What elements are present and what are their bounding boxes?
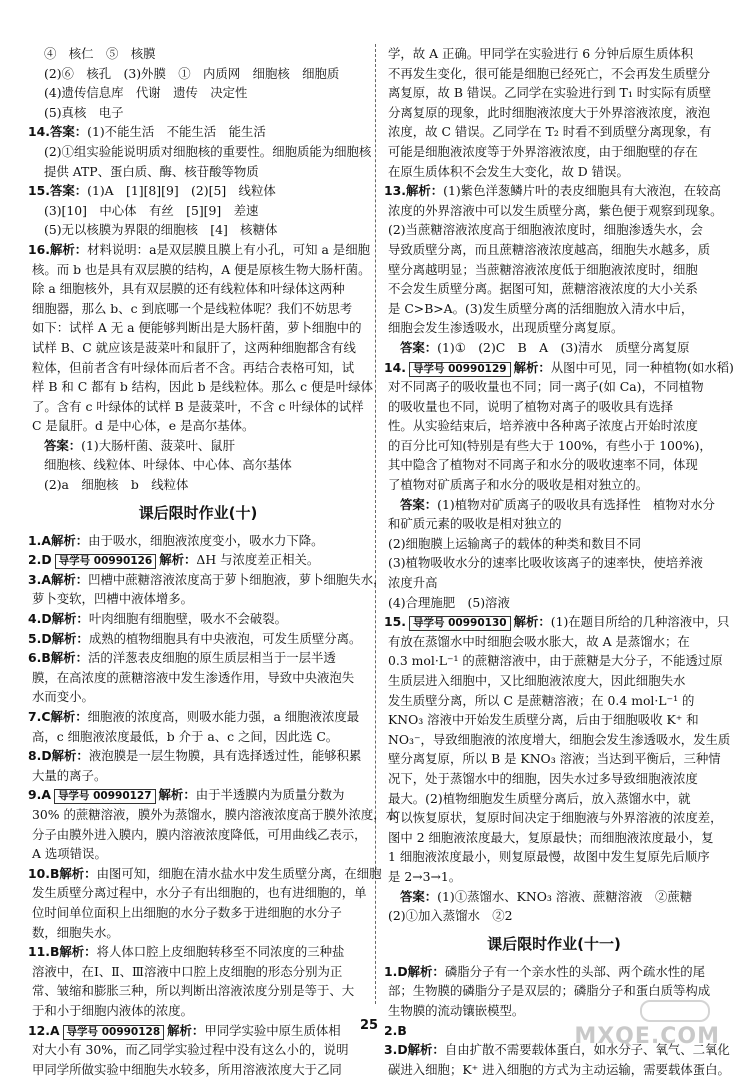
text-line: 浓度的外界溶液中可以发生质壁分离，紫色便于观察到现象。 xyxy=(388,202,723,218)
text-line: 除 a 细胞核外，具有双层膜的还有线粒体和叶绿体这两种 xyxy=(32,281,345,297)
text-line: 学，故 A 正确。甲同学在实验进行 6 分钟后原生质体积 xyxy=(388,46,694,61)
text-line: 导致质壁分离，而且蔗糖溶液浓度越高，细胞失水越多，质 xyxy=(388,241,711,257)
analysis-text: 由于半透膜内为质量分数为 xyxy=(195,787,345,803)
analysis-label: 解析： xyxy=(407,1042,445,1058)
question-number: 15. xyxy=(384,614,406,630)
text-line: 膜，在高浓度的蔗糖溶液中发生渗透作用，导致中央液泡失 xyxy=(32,669,355,685)
answer-label: 答案： xyxy=(49,124,88,140)
text-line: 其中隐含了植物对不同离子和水分的吸收速率不同，体现 xyxy=(388,457,698,473)
analysis-text: 凹槽中蔗糖溶液浓度高于萝卜细胞液，萝卜细胞失水， xyxy=(88,571,386,587)
text-line: (4)遗传信息库 代谢 遗传 决定性 xyxy=(44,85,248,101)
text-line: 于和小于细胞内液体的浓度。 xyxy=(32,1002,194,1018)
choice-answer: B xyxy=(397,1022,407,1038)
question-14-answer-body xyxy=(384,514,724,612)
question-number: 11. xyxy=(28,944,50,960)
answer-label: 答案： xyxy=(44,437,82,453)
answer-label: 答案： xyxy=(400,339,438,355)
question-number: 8. xyxy=(28,748,42,764)
analysis-text: 活的洋葱表皮细胞的原生质层相当于一层半透 xyxy=(87,650,336,666)
analysis-label: 解析： xyxy=(513,359,551,375)
analysis-label: 解析： xyxy=(51,611,89,627)
text-line: 了植物对矿质离子和水分的吸收是相对独立的。 xyxy=(388,477,649,493)
text-line: 细胞核、线粒体、叶绿体、中心体、高尔基体 xyxy=(44,457,292,473)
text-line: A 选项错误。 xyxy=(32,846,107,862)
text-line: 图中 2 细胞液浓度最大，复原最快；而细胞液浓度最小，复 xyxy=(388,829,714,845)
text-line: 对不同离子的吸收量也不同；同一离子(如 Ca)，不同植物 xyxy=(388,379,704,395)
text-line: 位时间单位面积上出细胞的水分子数多于进细胞的水分子 xyxy=(32,904,342,920)
question-number: 2. xyxy=(384,1022,398,1038)
analysis-text: 将人体口腔上皮细胞转移至不同浓度的三种盐 xyxy=(96,944,345,960)
question-number: 1. xyxy=(384,963,398,979)
choice-answer: A xyxy=(49,1022,60,1038)
analysis-label: 解析： xyxy=(167,1022,205,1038)
question-number: 15. xyxy=(28,183,50,199)
text-line: 如下：试样 A 无 a 便能够判断出是大肠杆菌，萝卜细胞中的 xyxy=(32,320,362,336)
choice-answer: A xyxy=(41,787,51,803)
analysis-text: ΔH 与浓度差正相关。 xyxy=(196,552,320,568)
text-line: 提供 ATP、蛋白质、酶、核苷酸等物质 xyxy=(44,163,259,179)
text-line: 发生质壁分离过程中，水分子有出细胞的，也有进细胞的，单 xyxy=(32,885,367,901)
answer-label: 答案： xyxy=(49,183,88,199)
text-line: (2)细胞膜上运输离子的载体的种类和数目不同 xyxy=(388,535,641,551)
text-line: 分离复原的现象，此时细胞液浓度大于外界溶液浓度，液泡 xyxy=(388,104,711,120)
analysis-text: 液泡膜是一层生物膜，具有选择透过性，能够积累 xyxy=(88,748,362,764)
answer-label: 答案： xyxy=(400,888,438,904)
text-line: 是 2→3→1。 xyxy=(388,868,462,884)
text-line: 可以恢复原状，复原时间决定于细胞液与外界溶液的浓度差， xyxy=(388,810,723,826)
guide-code-badge: 导学号 00990130 xyxy=(409,616,511,631)
text-line: 不会发生质壁分离。据图可知，蔗糖溶液浓度的大小关系 xyxy=(388,281,698,297)
answer-item xyxy=(28,550,368,570)
choice-answer: D xyxy=(397,1042,408,1058)
choice-answer: A xyxy=(41,532,51,548)
choice-answer: D xyxy=(41,552,52,568)
analysis-text: 细胞液的浓度高，则吸水能力强，a 细胞液浓度最 xyxy=(87,709,360,724)
answer-line xyxy=(28,436,368,456)
text-line: 粒体，但前者含有叶绿体而后者不含。再结合表格可知，试 xyxy=(32,359,355,375)
guide-code-badge: 导学号 00990129 xyxy=(409,362,511,377)
text-line: 生质层进入细胞中，又比细胞液浓度大，因此细胞失水 xyxy=(388,673,686,688)
answer-line xyxy=(384,338,724,358)
text-line: 的吸收量也不同，说明了植物对离子的吸收具有选择 xyxy=(388,398,673,414)
text-line: 不再发生变化，很可能是细胞已经死亡，不会再发生质壁分 xyxy=(388,65,711,81)
analysis-label: 解析： xyxy=(49,241,88,257)
question-13-body xyxy=(384,201,724,338)
answer-text: (1)植物对矿质离子的吸收具有选择性 植物对水分 xyxy=(437,496,715,512)
text-line: 的百分比可知(特别是有些大于 100%，有些小于 100%)， xyxy=(388,437,712,453)
analysis-text: 磷脂分子有一个亲水性的头部、两个疏水性的尾 xyxy=(444,963,706,979)
answer-text: (1)大肠杆菌、菠菜叶、鼠肝 xyxy=(81,437,236,453)
answer-text: (1)不能生活 不能生活 能生活 xyxy=(87,124,266,140)
analysis-text: 叶肉细胞有细胞壁，吸水不会破裂。 xyxy=(88,611,288,627)
text-line: 1 细胞液浓度最小，则复原最慢，故图中发生复原先后顺序 xyxy=(388,849,710,865)
analysis-label: 解析： xyxy=(50,709,88,724)
text-line: 溶液中，在Ⅰ、Ⅱ、Ⅲ溶液中口腔上皮细胞的形态分别为正 xyxy=(32,963,343,979)
text-line: 了。含有 c 叶绿体的试样 B 是菠菜叶，不含 c 叶绿体的试样 xyxy=(32,398,364,414)
text-line: 况下，处于蒸馏水中的细胞，因失水过多导致细胞液浓度 xyxy=(388,770,698,786)
analysis-text: 由于吸水，细胞液浓度变小，吸水力下降。 xyxy=(88,532,324,548)
answer-item xyxy=(28,942,368,962)
guide-code-badge: 导学号 00990128 xyxy=(63,1025,165,1040)
text-line: KNO₃ 溶液中开始发生质壁分离，后由于细胞吸收 K⁺ 和 xyxy=(388,712,699,728)
question-16 xyxy=(28,240,368,260)
answer-item xyxy=(28,746,368,766)
question-number: 10. xyxy=(28,865,50,881)
analysis-label: 解析： xyxy=(407,963,445,979)
question-15-answer-body xyxy=(384,906,724,926)
text-line: 浓度，故 C 错误。乙同学在 T₂ 时看不到质壁分离现象，有 xyxy=(388,124,712,140)
analysis-text: (1)紫色洋葱鳞片叶的表皮细胞具有大液泡，在较高 xyxy=(443,183,721,199)
answer-line xyxy=(384,495,724,515)
question-number: 13. xyxy=(384,183,406,199)
text-line: (2)①加入蒸馏水 ②2 xyxy=(388,908,513,924)
question-number: 14. xyxy=(28,124,50,140)
text-line: NO₃⁻，导致细胞液的浓度增大，细胞会发生渗透吸水，发生质 xyxy=(388,731,731,747)
analysis-label: 解析： xyxy=(51,630,89,646)
question-number: 4. xyxy=(28,611,42,627)
text-line: (2)⑥ 核孔 (3)外膜 ① 内质网 细胞核 细胞质 xyxy=(44,65,340,81)
analysis-text: 从图中可见，同一种植物(如水稻) xyxy=(550,359,734,375)
answer-item xyxy=(28,1021,368,1041)
analysis-label: 解析： xyxy=(59,944,97,960)
analysis-text: 成熟的植物细胞具有中央液泡，可发生质壁分离。 xyxy=(88,630,362,646)
text-line: 样 B 和 C 都有 b 结构，因此 b 是线粒体。那么 c 便是叶绿体 xyxy=(32,379,373,395)
text-line: 0.3 mol·L⁻¹ 的蔗糖溶液中，由于蔗糖是大分子，不能透过原 xyxy=(388,653,723,669)
text-line: 发生质壁分离，所以 C 是蔗糖溶液；在 0.4 mol·L⁻¹ 的 xyxy=(388,692,695,708)
text-line: 在原生质体积不会发生大变化，故 D 错误。 xyxy=(388,163,629,179)
question-14-body xyxy=(384,377,724,495)
text-line: 细胞会发生渗透吸水，出现质壁分离复原。 xyxy=(388,320,624,336)
question-number: 16. xyxy=(28,241,50,257)
text-line: 可能是细胞液浓度等于外界溶液浓度，由于细胞壁的存在 xyxy=(388,143,698,159)
question-number: 7. xyxy=(28,709,42,724)
question-number: 5. xyxy=(28,630,42,646)
answer-item xyxy=(384,962,724,982)
text-line: 有放在蒸馏水中时细胞会吸水胀大，故 A 是蒸馏水；在 xyxy=(388,633,690,649)
text-line: (3)植物吸收水分的速率比吸收该离子的速率快，使培养液 xyxy=(388,555,703,571)
question-number: 1. xyxy=(28,532,42,548)
answer-label: 答案： xyxy=(400,496,438,512)
text-line: 数，细胞失水。 xyxy=(32,924,119,940)
text-line: 壁分离复原，所以 B 是 KNO₃ 溶液；当达到平衡后，三种情 xyxy=(388,751,721,767)
text-line: 细胞器，那么 b、c 到底哪一个是线粒体呢？我们不妨思考 xyxy=(32,300,353,316)
answer-item xyxy=(28,864,382,884)
answer-item xyxy=(28,785,368,805)
choice-answer: B xyxy=(49,865,60,881)
analysis-text: 由图可知，细胞在清水盐水中发生质壁分离，在细胞 xyxy=(96,865,382,881)
question-number: 12. xyxy=(28,1022,50,1038)
answer-text: (1)A [1][8][9] (2)[5] 线粒体 xyxy=(87,183,276,199)
text-line: 大量的离子。 xyxy=(32,767,107,783)
analysis-label: 解析： xyxy=(50,532,89,548)
guide-code-badge: 导学号 00990126 xyxy=(55,554,157,569)
text-line: (4)合理施肥 (5)溶液 xyxy=(388,594,510,610)
choice-answer: B xyxy=(41,650,51,666)
answer-item xyxy=(28,570,386,590)
text-line: (3)[10] 中心体 有丝 [5][9] 差速 xyxy=(44,202,259,218)
question-13 xyxy=(384,181,724,201)
analysis-label: 解析： xyxy=(405,183,444,199)
answer-item xyxy=(28,629,368,649)
question-number: 9. xyxy=(28,787,42,803)
text-line: ④ 核仁 ⑤ 核膜 xyxy=(44,46,156,61)
text-line: C 是鼠肝。d 是中心体，e 是高尔基体。 xyxy=(32,418,255,434)
text-line: 甲同学所做实验中细胞失水较多，所用溶液浓度大于乙同 xyxy=(32,1061,342,1077)
question-number: 3. xyxy=(28,571,42,587)
analysis-label: 解析： xyxy=(51,748,89,764)
question-15-body xyxy=(384,632,731,887)
right-column xyxy=(384,44,734,1079)
text-line: 碳进入细胞；K⁺ 进入细胞的方式为主动运输，需要载体蛋白。 xyxy=(388,1061,730,1077)
text-line: 核。而 b 也是具有双层膜的结构，A 便是原核生物大肠杆菌。 xyxy=(32,261,371,277)
text-line: (2)①组实验能说明质对细胞核的重要性。细胞质能为细胞核 xyxy=(44,143,372,159)
text-line: 最大。(2)植物细胞发生质壁分离后，放入蒸馏水中，就 xyxy=(388,790,691,806)
text-line: 水而变小。 xyxy=(32,689,94,705)
question-number: 6. xyxy=(28,650,42,666)
answer-line xyxy=(384,887,724,907)
analysis-label: 解析： xyxy=(50,650,88,666)
question-16-body xyxy=(28,260,373,436)
text-line: 对大小有 30%，而乙同学实验过程中没有这么小的，说明 xyxy=(32,1042,349,1058)
text-line: 常、皱缩和膨胀三种，所以判断出溶液浓度分别是等于、大 xyxy=(32,983,355,999)
text-line: 部；生物膜的磷脂分子是双层的；磷脂分子和蛋白质等构成 xyxy=(388,983,711,999)
analysis-label: 解析： xyxy=(513,614,551,630)
question-15 xyxy=(384,612,730,632)
analysis-text: (1)在题目所给的几种溶液中，只 xyxy=(550,614,730,630)
analysis-label: 解析： xyxy=(159,552,197,568)
choice-answer: D xyxy=(397,963,408,979)
text-line: (5)真核 电子 xyxy=(44,104,124,120)
question-15 xyxy=(28,181,368,201)
text-line: (5)无以核膜为界限的细胞核 [4] 核糖体 xyxy=(44,222,278,238)
text-line: 离复原，故 B 错误。乙同学在实验进行到 T₁ 时实际有质壁 xyxy=(388,85,712,101)
text-line: 和矿质元素的吸收是相对独立的 xyxy=(388,516,562,532)
text-line: 30% 的蔗糖溶液，膜外为蒸馏水，膜内溶液浓度高于膜外浓度，水 xyxy=(32,806,399,822)
section-title: 课后限时作业(十一) xyxy=(487,934,621,953)
guide-code-badge: 导学号 00990127 xyxy=(54,789,156,804)
choice-answer: A xyxy=(41,571,51,587)
page-number: 25 xyxy=(360,1018,379,1033)
choice-answer: D xyxy=(41,611,52,627)
analysis-label: 解析： xyxy=(158,787,196,803)
choice-answer: D xyxy=(41,748,52,764)
text-line: 壁分离越明显；当蔗糖溶液浓度低于细胞液浓度时，细胞 xyxy=(388,261,698,277)
text-line: 分子由膜外进入膜内，膜内溶液浓度降低，可用曲线乙表示， xyxy=(32,826,367,842)
text-line: (2)当蔗糖溶液浓度高于细胞液浓度时，细胞渗透失水，会 xyxy=(388,222,703,238)
text-line: 试样 B、C 就应该是菠菜叶和鼠肝了，这两种细胞都含有线 xyxy=(32,339,356,355)
analysis-text: 自由扩散不需要载体蛋白，如水分子、氧气、二氧化 xyxy=(444,1042,730,1058)
text-line: 生物膜的流动镶嵌模型。 xyxy=(388,1002,525,1018)
answer-item xyxy=(28,609,368,629)
watermark-text: MXQE.COM xyxy=(574,1024,720,1049)
answer-item xyxy=(28,531,368,551)
question-number: 3. xyxy=(384,1042,398,1058)
analysis-text: 材料说明：a是双层膜且膜上有小孔，可知 a 是细胞 xyxy=(87,241,370,257)
answer-item xyxy=(28,707,368,727)
question-14 xyxy=(384,358,734,378)
column-divider xyxy=(375,44,376,1004)
text-line: 是 C>B>A。(3)发生质壁分离的活细胞放入清水中后， xyxy=(388,300,694,316)
text-line: 浓度升高 xyxy=(388,575,438,591)
text-line: 性。从实验结束后，培养液中各种离子浓度占开始时浓度 xyxy=(388,418,698,434)
question-number: 14. xyxy=(384,359,406,375)
choice-answer: D xyxy=(41,630,52,646)
question-12-continued xyxy=(384,44,724,181)
text-line: (2)a 细胞核 b 线粒体 xyxy=(44,477,189,493)
section-title: 课后限时作业(十) xyxy=(138,503,258,522)
text-line: 高，c 细胞液浓度最低，b 介于 a、c 之间，因此选 C。 xyxy=(32,728,339,744)
choice-answer: C xyxy=(41,709,51,724)
answer-text: (1)① (2)C B A (3)清水 质壁分离复原 xyxy=(437,339,690,355)
analysis-label: 解析： xyxy=(59,865,97,881)
question-14 xyxy=(28,122,368,142)
answer-text: (1)①蒸馏水、KNO₃ 溶液、蔗糖溶液 ②蔗糖 xyxy=(437,888,693,904)
question-number: 2. xyxy=(28,552,42,568)
answer-item xyxy=(28,648,368,668)
watermark-logo xyxy=(640,1000,710,1022)
text-line: 萝卜变软，凹槽中液体增多。 xyxy=(32,591,194,607)
analysis-text: 甲同学实验中原生质体相 xyxy=(204,1022,341,1038)
analysis-label: 解析： xyxy=(50,571,89,587)
choice-answer: B xyxy=(49,944,60,960)
